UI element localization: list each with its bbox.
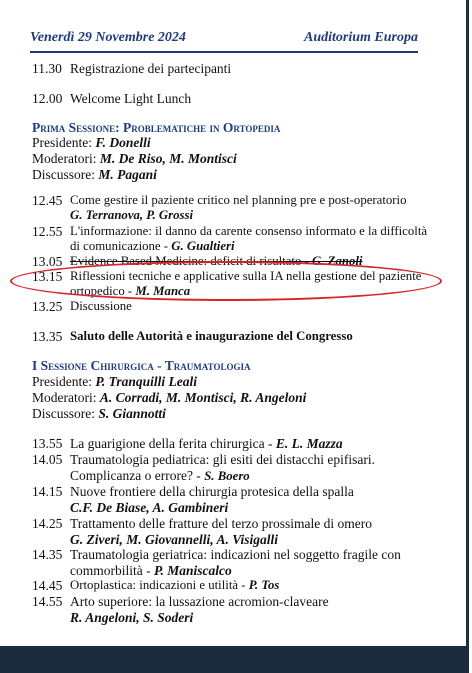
talk-time: 12.45 [32,193,63,208]
talk-title: Ortoplastica: indicazioni e utilità - P. Tos [70,578,280,592]
session-discussant: Discussore: M. Pagani [32,167,157,182]
page-header [30,30,418,52]
session-president: Presidente: F. Donelli [32,135,151,150]
talk-title: Riflessioni tecniche e applicative sulla IA nella gestione del paziente [70,269,422,283]
talk-title-continued: ortopedico - M. Manca [70,284,191,298]
talk-title: Traumatologia pediatrica: gli esiti dei distacchi epifisari. [70,452,376,467]
highlight-circle [10,261,442,301]
talk-title: Evidence Based Medicine: deficit di risultato - G. Zanoli [70,254,363,268]
talk-time: 14.25 [32,516,63,531]
talk-time: 13.25 [32,299,63,314]
talk-speaker: G. Ziveri, M. Giovannelli, A. Visigalli [70,532,279,547]
talk-time: 14.05 [32,452,63,467]
talk-title: Traumatologia geriatrica: indicazioni nel soggetto fragile con [70,547,401,562]
talk-speaker: G. Terranova, P. Grossi [70,208,194,222]
schedule-time: 13.35 [32,329,63,344]
talk-title: Nuove frontiere della chirurgia protesica della spalla [70,484,354,499]
session-president: Presidente: P. Tranquilli Leali [32,374,198,389]
talk-title-continued: Complicanza o errore? - S. Boero [70,468,250,483]
header-date: Venerdì 29 Novembre 2024 [30,30,186,45]
footer-bar [0,646,469,673]
session-title: I Sessione Chirurgica - Traumatologia [32,358,251,373]
talk-speaker: R. Angeloni, S. Soderi [70,610,194,625]
talk-title: Discussione [70,299,132,313]
talk-time: 12.55 [32,224,63,239]
session-discussant: Discussore: S. Giannotti [32,406,166,421]
session-title: Prima Sessione: Problematiche in Ortopedia [32,120,281,135]
talk-title: Trattamento delle fratture del terzo prossimale di omero [70,516,373,531]
schedule-item: Saluto delle Autorità e inaugurazione del Congresso [70,329,353,343]
schedule-time: 11.30 [32,61,62,76]
talk-time: 13.55 [32,436,63,451]
talk-title-continued: di comunicazione - G. Gualtieri [70,239,235,253]
talk-title: La guarigione della ferita chirurgica - E. L. Mazza [70,436,343,451]
schedule-item: Welcome Light Lunch [70,91,192,106]
talk-time: 14.45 [32,578,63,593]
talk-title: Arto superiore: la lussazione acromion-claveare [70,594,329,609]
talk-title: Come gestire il paziente critico nel planning pre e post-operatorio [70,193,407,207]
talk-title-continued: commorbilità - P. Maniscalco [70,563,232,578]
session-moderators: Moderatori: A. Corradi, M. Montisci, R. Angeloni [32,390,307,405]
talk-title: L'informazione: il danno da carente consenso informato e la difficoltà [70,224,428,238]
header-venue: Auditorium Europa [304,30,418,45]
session-moderators: Moderatori: M. De Riso, M. Montisci [32,151,237,166]
talk-time: 14.15 [32,484,63,499]
talk-time: 13.15 [32,269,63,284]
talk-time: 14.55 [32,594,63,609]
header-divider [30,51,418,53]
talk-speaker: C.F. De Biase, A. Gambineri [70,500,229,515]
talk-time: 14.35 [32,547,63,562]
schedule-time: 12.00 [32,91,63,106]
schedule-item: Registrazione dei partecipanti [70,61,232,76]
talk-time: 13.05 [32,254,63,269]
